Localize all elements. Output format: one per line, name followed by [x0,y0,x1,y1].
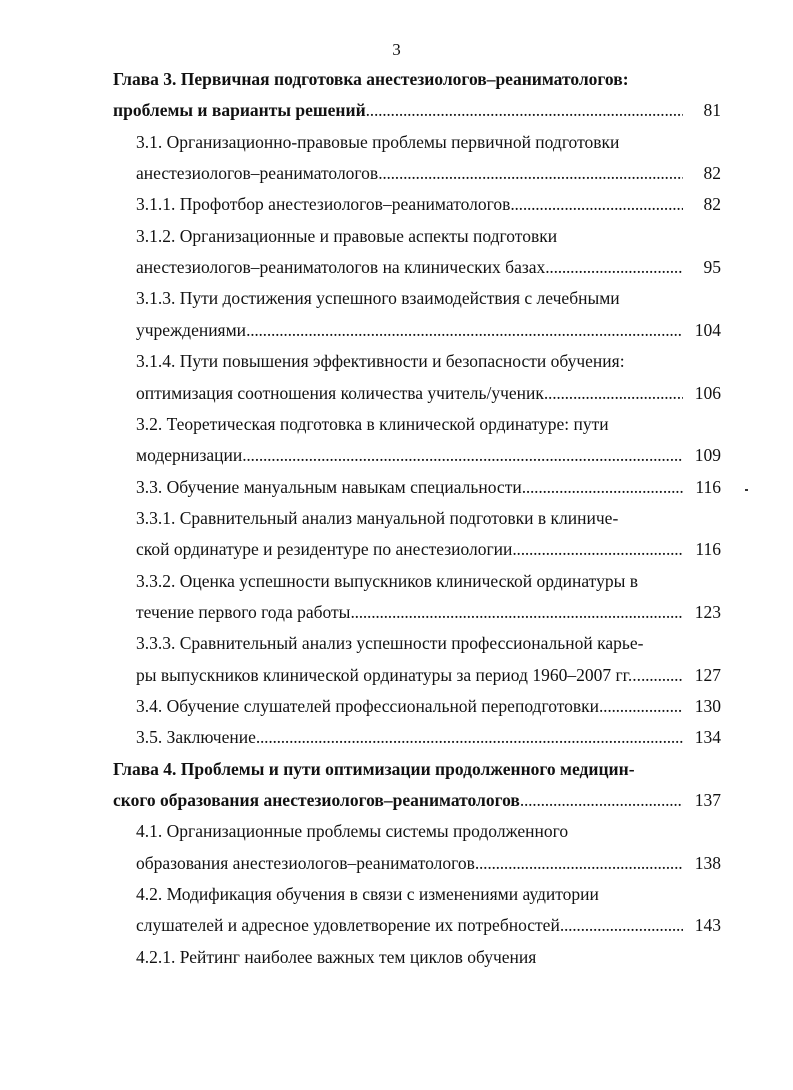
dot-leader [378,158,683,188]
toc-entry-line [136,879,683,909]
toc-entry-line [136,691,683,721]
toc-entry-line [136,566,683,596]
toc-entry-line [136,816,683,846]
toc-entry-text: 3.1.2. Организационные и правовые аспекты подготовки [136,225,558,246]
toc-entry-line [136,221,683,251]
dot-leader [256,722,683,752]
toc-entry-line [136,189,683,219]
toc-entry-text: образования анестезиологов–реаниматологов [136,852,475,873]
toc-entry-text: 3.1.1. Профотбор анестезиологов–реаниматологов [136,194,511,215]
toc-entry-text: 3.2. Теоретическая подготовка в клинической ординатуре: пути [136,413,609,434]
toc-entry-text: проблемы и варианты решений [113,100,366,121]
toc-entry-text: течение первого года работы [136,601,351,622]
toc-entry-line [136,283,683,313]
toc-page-number: 109 [694,445,721,466]
toc-entry-text: ской ординатуре и резидентуре по анестезиологии [136,539,513,560]
toc-page-number: 138 [694,852,721,873]
toc-entry-line [136,597,683,627]
dot-leader [510,189,683,219]
toc-entry-text: 3.4. Обучение слушателей профессиональной переподготовки [136,696,600,716]
dot-leader [242,440,683,470]
toc-page-number: 82 [703,163,721,184]
toc-entry-line [136,660,683,690]
toc-entry-text: слушателей и адресное удовлетворение их потребностей [136,915,560,936]
toc-page-number: 116 [695,476,721,497]
toc-entry-line [136,503,683,533]
toc-entry-line [136,409,683,439]
dot-leader [545,252,683,282]
dot-leader [366,95,683,125]
dot-leader [475,848,683,878]
toc-entry-line [136,127,683,157]
toc-entry-line [136,378,683,408]
toc-entry-line [113,754,683,784]
dot-leader [512,534,683,564]
dot-leader [560,910,683,940]
toc-page-number: 143 [694,915,721,936]
toc-entry-text: 4.2. Модификация обучения в связи с изменениями аудитории [136,884,599,905]
toc-entry-text: оптимизация соотношения количества учитель/ученик [136,382,544,403]
toc-entry-text: ского образования анестезиологов–реаниматологов [113,790,520,811]
toc-entry-line [136,158,683,188]
toc-entry-line [136,252,683,282]
toc-entry-text: 4.2.1. Рейтинг наиболее важных тем циклов обучения [136,946,537,967]
dot-leader [350,597,683,627]
toc-entry-line [136,440,683,470]
toc-page-number: 116 [695,539,721,560]
toc-page-number: 82 [703,194,721,215]
toc-entry-line [136,472,683,502]
toc-entry-line [113,95,683,125]
toc-entry-line [136,910,683,940]
toc-entry-text: 3.1. Организационно-правовые проблемы первичной подготовки [136,131,620,152]
dot-leader [544,378,683,408]
toc-page-number: 81 [703,100,721,121]
toc-entry-line [136,628,683,658]
toc-entry-text: анестезиологов–реаниматологов [136,163,379,184]
toc-entry-text: Глава 3. Первичная подготовка анестезиологов–реаниматологов: [113,69,629,89]
page-number: 3 [392,40,401,59]
toc-page-number: 137 [694,790,721,811]
dot-leader [246,315,683,345]
toc-entry-text: 3.3.1. Сравнительный анализ мануальной подготовки в клиниче- [136,507,619,528]
toc-page-number: 130 [694,696,721,716]
toc-entry-text: Глава 4. Проблемы и пути оптимизации продолженного медицин- [113,758,635,779]
toc-entry-line [136,942,683,972]
toc-entry-line [136,346,683,376]
toc-page-number: 134 [694,727,721,748]
toc-entry-text: ры выпускников клинической ординатуры за период 1960–2007 гг... [136,664,641,685]
toc-page-number: 127 [694,664,721,685]
toc-entry-line [136,315,683,345]
toc-entry-text: анестезиологов–реаниматологов на клинических базах [136,257,546,278]
toc-entry-text: 3.1.3. Пути достижения успешного взаимодействия с лечебными [136,288,620,309]
toc-page-number: 123 [694,601,721,622]
toc-entry-line [136,722,683,752]
dot-leader [522,472,683,502]
toc-entry-text: 3.1.4. Пути повышения эффективности и безопасности обучения: [136,351,625,372]
scan-speck [745,489,748,491]
toc-entry-line [136,848,683,878]
toc-entry-line [113,64,683,94]
toc-entry-text: 3.3. Обучение мануальным навыкам специальности [136,476,522,497]
toc-entry-text: 3.5. Заключение [136,727,256,748]
toc-entry-text: 3.3.2. Оценка успешности выпускников клинической ординатуры в [136,570,638,591]
toc-page-number: 95 [703,257,721,278]
dot-leader [520,785,683,815]
toc-entry-text: 3.3.3. Сравнительный анализ успешности профессиональной карье- [136,633,644,654]
toc-entry-text: 4.1. Организационные проблемы системы продолженного [136,821,569,842]
toc-entry-line [113,785,683,815]
toc-page-number: 104 [694,319,721,340]
toc-entry-text: учреждениями [136,319,247,340]
toc-page-number: 106 [694,382,721,403]
toc-entry-text: модернизации [136,445,243,466]
toc-entry-line [136,534,683,564]
